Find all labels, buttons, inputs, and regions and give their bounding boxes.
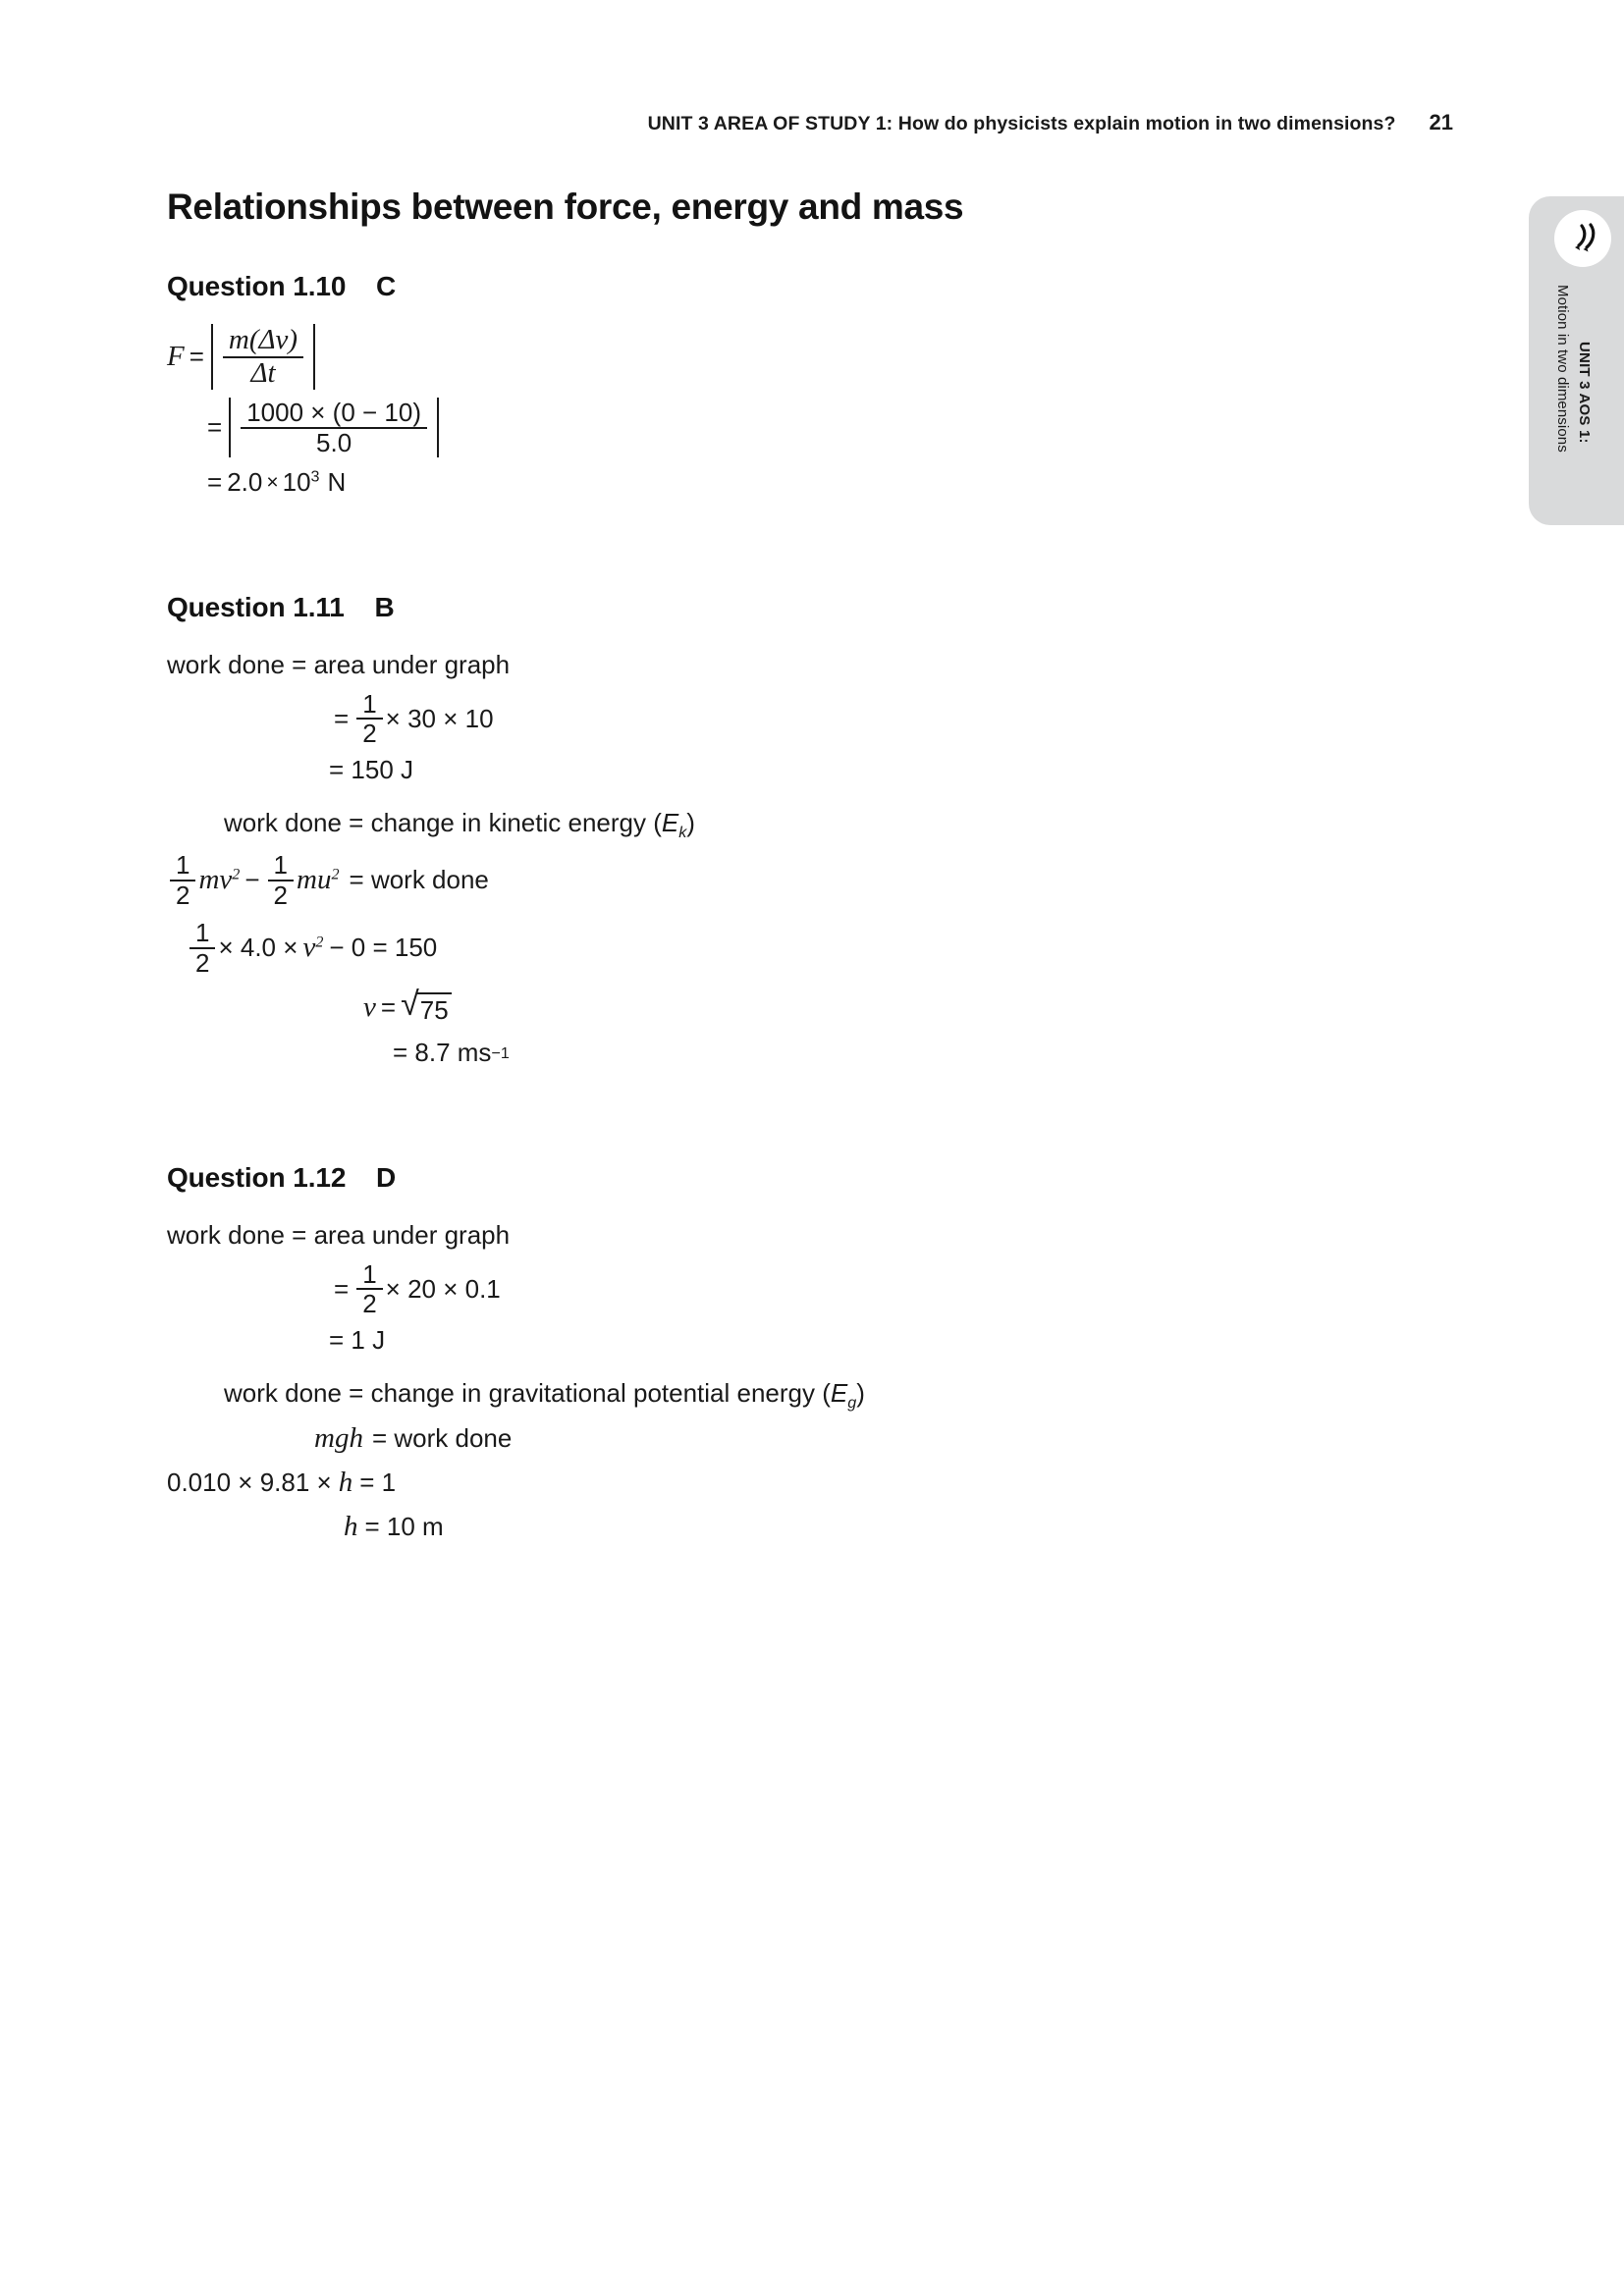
times-sign: × xyxy=(266,470,279,494)
question-answer: C xyxy=(376,271,397,301)
height-symbol: h xyxy=(338,1467,353,1499)
paren-close: ) xyxy=(288,324,298,355)
q111-work-ke-line xyxy=(224,807,1326,839)
page-content xyxy=(167,187,1326,1543)
velocity-result: = 8.7 ms xyxy=(393,1038,492,1068)
mass-symbol: m xyxy=(228,324,249,355)
mv-term: mv xyxy=(198,864,233,896)
result-unit: N xyxy=(327,467,347,498)
q110-line-1: F = $\frac{m(\Delta v)}{\Delta t}$ xyxy=(167,324,1326,390)
result-base: 10 xyxy=(282,467,311,498)
page-header xyxy=(648,110,1453,135)
denominator: 5.0 xyxy=(316,427,352,457)
mv-exponent: 2 xyxy=(232,866,241,883)
work-gpe-suffix: ) xyxy=(856,1377,865,1408)
delta-open: (Δ xyxy=(248,324,276,355)
half-denominator: 2 xyxy=(195,947,210,978)
velocity-exponent: 2 xyxy=(315,934,324,951)
work-gpe-prefix: work done = change in gravitational potential energy ( xyxy=(224,1377,831,1408)
result-exponent: 3 xyxy=(310,467,320,486)
absolute-value-bars xyxy=(211,324,315,390)
half-numerator: 1 xyxy=(273,850,289,881)
running-head: UNIT 3 AREA OF STUDY 1: How do physicists explain motion in two dimensions? xyxy=(647,113,1396,134)
velocity-symbol: v xyxy=(363,991,376,1024)
half-denominator: 2 xyxy=(362,1289,377,1319)
time-symbol: t xyxy=(267,356,276,389)
half-denominator: 2 xyxy=(362,719,377,749)
velocity-symbol: v xyxy=(275,324,289,355)
question-answer: D xyxy=(376,1162,397,1194)
q112-area-result: = 1 J xyxy=(329,1324,386,1355)
energy-subscript: k xyxy=(678,823,687,841)
side-tab-topic-label: Motion in two dimensions xyxy=(1554,285,1571,453)
energy-symbol: E xyxy=(830,1377,848,1408)
mgh-equals-work-done: = work done xyxy=(371,1423,513,1454)
q110-line-2: = $\frac{1000 \times (0 - 10)}{5.0}$ xyxy=(202,398,1326,457)
square-root: √ 75 xyxy=(401,989,452,1026)
q112-area-calc: = $\frac{1}{2}$ × 20 × 0.1 xyxy=(334,1258,501,1319)
radicand: 75 xyxy=(417,992,452,1026)
mgh-symbol: mgh xyxy=(314,1422,363,1455)
question-heading-1-12 xyxy=(167,1162,1326,1194)
page-number: 21 xyxy=(1429,110,1453,134)
q111-v-sqrt xyxy=(363,986,1326,1026)
half-denominator: 2 xyxy=(273,880,289,910)
numeric-result: = 1 xyxy=(359,1468,397,1498)
ke-equals-work-done: = work done xyxy=(349,865,489,895)
q111-ke-equation xyxy=(167,852,1326,908)
velocity-symbol: v xyxy=(302,932,316,964)
q110-working xyxy=(167,324,1326,498)
numeric-factors: 0.010 × 9.81 × xyxy=(167,1468,332,1498)
energy-subscript: g xyxy=(847,1394,857,1412)
q112-numeric-line xyxy=(167,1467,1326,1499)
work-ke-prefix: work done = change in kinetic energy ( xyxy=(224,807,662,837)
mu-term: mu xyxy=(297,864,332,896)
question-label: Question 1.11 xyxy=(167,592,345,623)
q111-area-result: = 150 J xyxy=(329,754,414,784)
half-numerator: 1 xyxy=(362,1258,377,1289)
substitution-factors: × 4.0 × xyxy=(218,933,298,963)
half-denominator: 2 xyxy=(176,880,190,910)
half-numerator: 1 xyxy=(176,850,190,881)
mu-exponent: 2 xyxy=(331,866,340,883)
section-title: Relationships between force, energy and mass xyxy=(167,187,964,227)
substitution-remainder: − 0 = 150 xyxy=(329,933,438,963)
minus-sign: − xyxy=(244,865,260,895)
q111-working xyxy=(167,649,1326,1068)
side-tab-labels xyxy=(1529,281,1624,522)
question-label: Question 1.10 xyxy=(167,271,347,301)
q112-h-result xyxy=(344,1511,1326,1543)
q112-working xyxy=(167,1219,1326,1543)
numerator: 1000 × (0 − 10) xyxy=(246,398,421,428)
q110-line-3: = 2.0 × $10^3$ N xyxy=(207,467,347,498)
question-heading-1-11 xyxy=(167,592,1326,623)
work-ke-suffix: ) xyxy=(686,807,695,837)
q111-work-area-line: work done = area under graph xyxy=(167,650,511,680)
height-symbol: h xyxy=(344,1511,358,1543)
area-terms: × 30 × 10 xyxy=(385,703,494,733)
q112-mgh-line xyxy=(314,1422,1326,1455)
height-value: = 10 m xyxy=(364,1512,444,1542)
question-heading-1-10 xyxy=(167,271,1326,302)
q111-v-result: = 8.7 ms −1 xyxy=(393,1038,510,1068)
energy-symbol: E xyxy=(661,807,679,837)
delta-t-delta: Δ xyxy=(250,356,268,389)
projectile-trajectory-icon xyxy=(1554,210,1611,267)
half-numerator: 1 xyxy=(195,918,210,948)
q111-area-calc: = $\frac{1}{2}$ × 30 × 10 xyxy=(334,688,494,749)
area-terms: × 20 × 0.1 xyxy=(385,1273,501,1304)
q112-work-area-line: work done = area under graph xyxy=(167,1220,511,1251)
question-label: Question 1.12 xyxy=(167,1162,347,1194)
result-mantissa: 2.0 xyxy=(227,467,263,498)
q111-substitution xyxy=(187,920,1326,976)
half-numerator: 1 xyxy=(362,688,377,719)
q112-work-gpe-line xyxy=(224,1377,1326,1410)
side-tab-unit-label: UNIT 3 AOS 1: xyxy=(1576,342,1593,444)
force-symbol: F xyxy=(167,341,185,373)
question-answer: B xyxy=(374,592,395,623)
side-tab xyxy=(1529,196,1624,525)
absolute-value-bars-2 xyxy=(229,398,439,457)
equals-sign: = xyxy=(380,992,397,1023)
